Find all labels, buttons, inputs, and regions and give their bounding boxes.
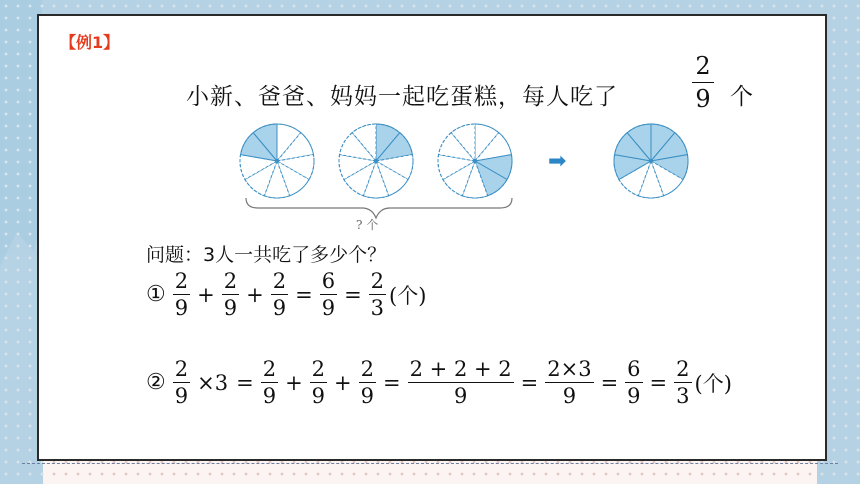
title-unit: 个 <box>730 84 753 110</box>
fraction <box>320 268 337 321</box>
unit-label: (个) <box>389 283 427 308</box>
fraction-numerator: 2 <box>262 357 277 381</box>
fraction <box>222 268 239 321</box>
fraction <box>359 356 376 409</box>
fraction-numerator: 2 <box>174 269 189 293</box>
fraction-denominator: 9 <box>321 296 336 320</box>
operator: + <box>197 282 215 307</box>
fraction <box>408 356 514 409</box>
solution-1 <box>146 268 426 321</box>
fraction-denominator: 9 <box>562 384 577 408</box>
operator: ×3 <box>197 370 229 395</box>
fraction-denominator: 9 <box>174 296 189 320</box>
fraction-denominator: 9 <box>360 384 375 408</box>
fraction-denominator: 9 <box>262 384 277 408</box>
fraction-denominator: 9 <box>174 384 189 408</box>
pie-center <box>473 159 477 163</box>
fraction-numerator: 2 <box>676 357 690 381</box>
question-text: 问题：3人一共吃了多少个？ <box>146 244 387 266</box>
pie-center <box>374 159 378 163</box>
fraction-numerator: 6 <box>627 357 641 381</box>
fraction-denominator: 3 <box>676 384 690 408</box>
fraction-numerator: 2 <box>223 269 238 293</box>
fraction <box>545 356 593 409</box>
fraction-denominator: 9 <box>223 296 238 320</box>
operator: = <box>600 370 619 395</box>
title-fraction-denominator: 9 <box>695 85 711 113</box>
operator: = <box>383 370 401 395</box>
brace-label: ? 个 <box>356 218 379 232</box>
fraction-denominator: 3 <box>370 296 385 320</box>
fraction-denominator: 9 <box>627 384 641 408</box>
fraction-numerator: 2 <box>370 269 385 293</box>
problem-title: 小新、爸爸、妈妈一起吃蛋糕，每人吃了 <box>186 84 618 110</box>
solution-1-marker: ① <box>146 282 166 307</box>
fraction-numerator: 2×3 <box>547 357 592 381</box>
operator: + <box>285 370 303 395</box>
title-fraction-numerator: 2 <box>695 52 711 80</box>
fraction-numerator: 2 <box>174 357 189 381</box>
operator: = <box>520 370 539 395</box>
operator: + <box>334 370 352 395</box>
pie-center <box>649 159 653 163</box>
pie-center <box>275 159 279 163</box>
operator: = <box>344 282 362 307</box>
cake-pie-4 <box>614 124 688 198</box>
unit-label: (个) <box>694 371 732 396</box>
brace <box>246 198 512 218</box>
operator: = <box>295 282 313 307</box>
fraction <box>173 356 190 409</box>
solution-2 <box>146 356 732 409</box>
fraction <box>674 356 691 409</box>
arrow-icon: ➡ <box>548 149 567 174</box>
fraction <box>625 356 642 409</box>
cake-pie-2 <box>339 124 413 198</box>
fraction-denominator: 9 <box>272 296 287 320</box>
example-tag: 【例1】 <box>60 33 120 52</box>
fraction <box>310 356 327 409</box>
cake-pie-3 <box>438 124 512 198</box>
operator: = <box>649 370 668 395</box>
fraction-numerator: 2 + 2 + 2 <box>409 357 512 381</box>
fraction <box>271 268 288 321</box>
fraction-numerator: 2 <box>272 269 287 293</box>
fraction-numerator: 2 <box>311 357 326 381</box>
solution-2-marker: ② <box>146 370 166 395</box>
operator: = <box>236 370 254 395</box>
fraction <box>173 268 190 321</box>
fraction-numerator: 6 <box>321 269 336 293</box>
fraction-denominator: 9 <box>311 384 326 408</box>
fraction <box>261 356 278 409</box>
fraction-numerator: 2 <box>360 357 375 381</box>
cake-pie-1 <box>240 124 314 198</box>
fraction <box>369 268 386 321</box>
fraction-denominator: 9 <box>453 384 468 408</box>
operator: + <box>246 282 264 307</box>
